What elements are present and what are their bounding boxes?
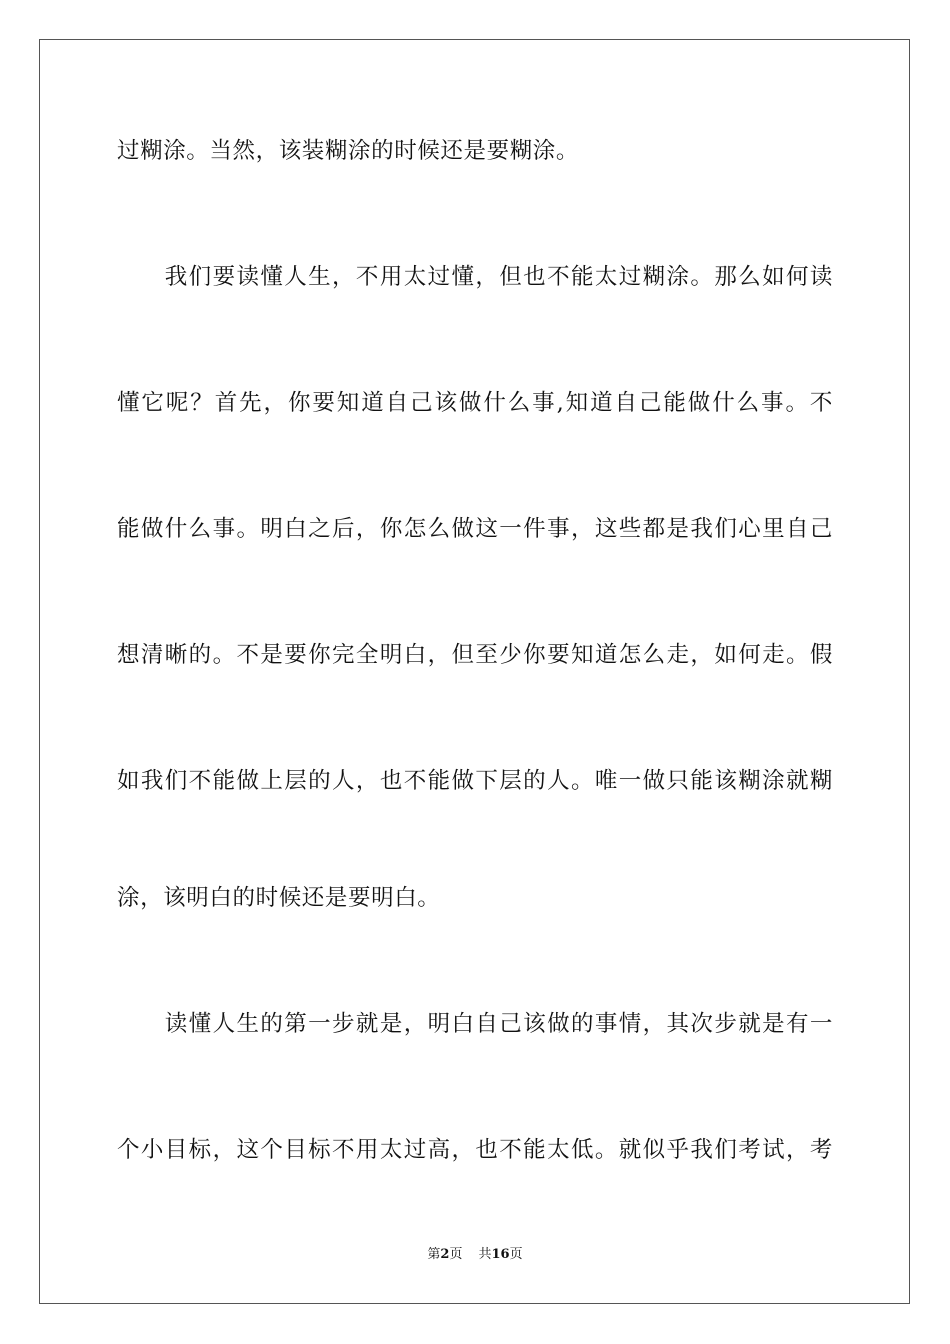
text-line: 过糊涂。当然，该装糊涂的时候还是要糊涂。	[117, 138, 580, 164]
page-number: 2	[440, 1247, 450, 1262]
total-suffix: 页	[509, 1247, 523, 1262]
text-line: 想清晰的。不是要你完全明白，但至少你要知道怎么走，如何走。假	[117, 642, 833, 668]
page-border	[39, 39, 910, 1304]
total-prefix: 共	[478, 1247, 492, 1262]
text-line: 我们要读懂人生，不用太过懂，但也不能太过糊涂。那么如何读	[117, 264, 833, 290]
page-prefix: 第	[427, 1247, 441, 1262]
text-line: 读懂人生的第一步就是，明白自己该做的事情，其次步就是有一	[117, 1011, 833, 1037]
text-line: 懂它呢？首先，你要知道自己该做什么事,知道自己能做什么事。不	[117, 390, 833, 416]
text-line: 个小目标，这个目标不用太过高，也不能太低。就似乎我们考试，考	[117, 1137, 833, 1163]
text-line: 如我们不能做上层的人，也不能做下层的人。唯一做只能该糊涂就糊	[117, 768, 833, 794]
page-footer	[0, 1246, 950, 1264]
total-pages: 16	[491, 1247, 510, 1262]
text-line: 涂，该明白的时候还是要明白。	[117, 885, 441, 911]
page-suffix: 页	[449, 1247, 463, 1262]
text-line: 能做什么事。明白之后，你怎么做这一件事，这些都是我们心里自己	[117, 516, 833, 542]
